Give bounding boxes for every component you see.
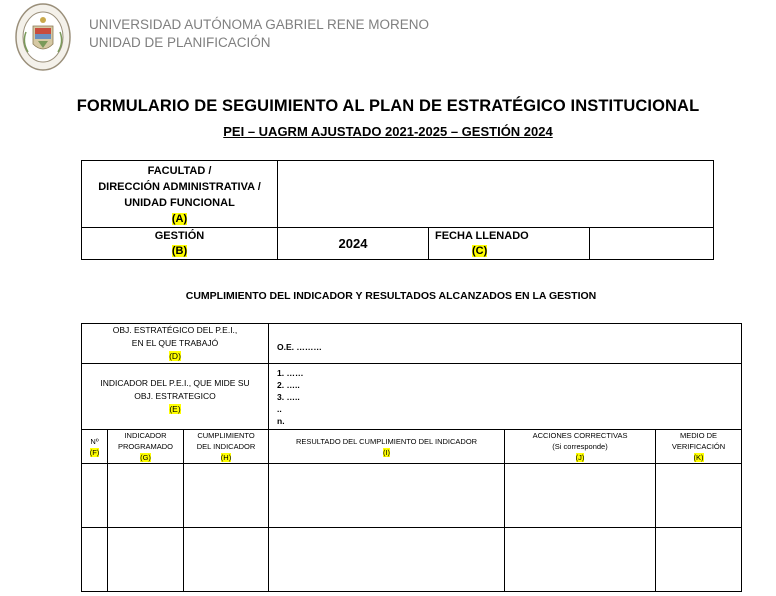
code-j: (J) xyxy=(575,453,585,462)
document-subtitle: PEI – UAGRM AJUSTADO 2021-2025 – GESTIÓN 2024 xyxy=(223,124,553,139)
gestion-label: GESTIÓN xyxy=(154,229,205,242)
table-cell[interactable] xyxy=(656,464,742,528)
table-cell[interactable] xyxy=(269,464,505,528)
table-cell[interactable] xyxy=(108,464,184,528)
table-row xyxy=(82,528,742,592)
table-cell[interactable] xyxy=(82,528,108,592)
facultad-row xyxy=(82,161,714,228)
table-cell[interactable] xyxy=(184,464,269,528)
facultad-label-cell xyxy=(82,161,278,228)
table-cell[interactable] xyxy=(505,528,656,592)
unidad-label: UNIDAD FUNCIONAL xyxy=(124,197,235,209)
university-seal-logo xyxy=(14,2,72,72)
fecha-value-cell[interactable] xyxy=(590,228,714,260)
col-header-text: PROGRAMADO xyxy=(117,442,173,451)
section-title: CUMPLIMIENTO DEL INDICADOR Y RESULTADOS ALCANZADOS EN LA GESTION xyxy=(185,290,597,302)
fecha-label-cell xyxy=(429,228,590,260)
code-k: (K) xyxy=(693,453,704,462)
col-header-text: VERIFICACIÓN xyxy=(671,442,726,451)
column-header-row xyxy=(82,430,742,464)
fecha-label: FECHA LLENADO xyxy=(435,229,529,242)
facultad-label: FACULTAD / xyxy=(147,165,212,177)
code-g: (G) xyxy=(140,453,151,462)
list-item: 2. ….. xyxy=(277,380,300,390)
table-cell[interactable] xyxy=(656,528,742,592)
gestion-label-cell xyxy=(82,228,278,260)
indicator-row xyxy=(82,364,742,430)
list-item: 3. ….. xyxy=(277,392,300,402)
col-header-indicador-programado xyxy=(108,430,184,464)
indicator-label: INDICADOR DEL P.E.I., QUE MIDE SU xyxy=(100,378,250,388)
col-header-cumplimiento xyxy=(184,430,269,464)
col-header-resultado xyxy=(269,430,505,464)
document-title: FORMULARIO DE SEGUIMIENTO AL PLAN DE ESTRATÉGICO INSTITUCIONAL xyxy=(76,97,700,115)
university-name: UNIVERSIDAD AUTÓNOMA GABRIEL RENE MORENO xyxy=(89,17,430,32)
objective-label: OBJ. ESTRATÉGICO DEL P.E.I., xyxy=(112,325,238,335)
indicator-label-2: OBJ. ESTRATEGICO xyxy=(134,391,216,401)
col-header-text: RESULTADO DEL CUMPLIMIENTO DEL INDICADOR xyxy=(295,437,478,446)
code-c: (C) xyxy=(472,244,488,257)
code-i: (I) xyxy=(382,448,391,457)
list-item: .. xyxy=(277,404,282,414)
direccion-label: DIRECCIÓN ADMINISTRATIVA / xyxy=(98,181,261,193)
table-cell[interactable] xyxy=(82,464,108,528)
code-b: (B) xyxy=(171,244,188,257)
list-item: 1. …… xyxy=(277,368,304,378)
unit-name: UNIDAD DE PLANIFICACIÓN xyxy=(89,35,271,50)
code-f: (F) xyxy=(89,447,100,457)
col-header-medio xyxy=(656,430,742,464)
table-cell[interactable] xyxy=(108,528,184,592)
col-header-text: DEL INDICADOR xyxy=(196,442,256,451)
code-d: (D) xyxy=(169,351,181,361)
table-row xyxy=(82,464,742,528)
col-header-text: Nº xyxy=(90,436,99,446)
indicator-label-cell xyxy=(82,364,269,430)
gestion-value[interactable]: 2024 xyxy=(278,228,429,260)
objective-label-2: EN EL QUE TRABAJÓ xyxy=(131,338,219,348)
objective-label-cell xyxy=(82,324,269,364)
list-item: n. xyxy=(277,416,285,426)
organization-header xyxy=(89,16,429,52)
objective-row xyxy=(82,324,742,364)
facultad-value-cell[interactable] xyxy=(278,161,714,228)
table-cell[interactable] xyxy=(505,464,656,528)
table-cell[interactable] xyxy=(184,528,269,592)
col-header-number xyxy=(82,430,108,464)
gestion-row xyxy=(82,228,714,260)
results-table xyxy=(81,323,742,592)
code-h: (H) xyxy=(220,453,232,462)
col-header-text: ACCIONES CORRECTIVAS xyxy=(532,431,628,440)
objective-value[interactable]: O.E. ……… xyxy=(269,324,742,364)
col-header-text: INDICADOR xyxy=(124,431,167,440)
col-header-acciones xyxy=(505,430,656,464)
code-a: (A) xyxy=(171,213,188,225)
col-header-text: CUMPLIMIENTO xyxy=(197,431,255,440)
info-table xyxy=(81,160,714,260)
col-header-text: MEDIO DE xyxy=(679,431,718,440)
col-header-text: (Si corresponde) xyxy=(552,442,608,451)
table-cell[interactable] xyxy=(269,528,505,592)
code-e: (E) xyxy=(169,404,181,414)
indicator-list-cell[interactable] xyxy=(269,364,742,430)
